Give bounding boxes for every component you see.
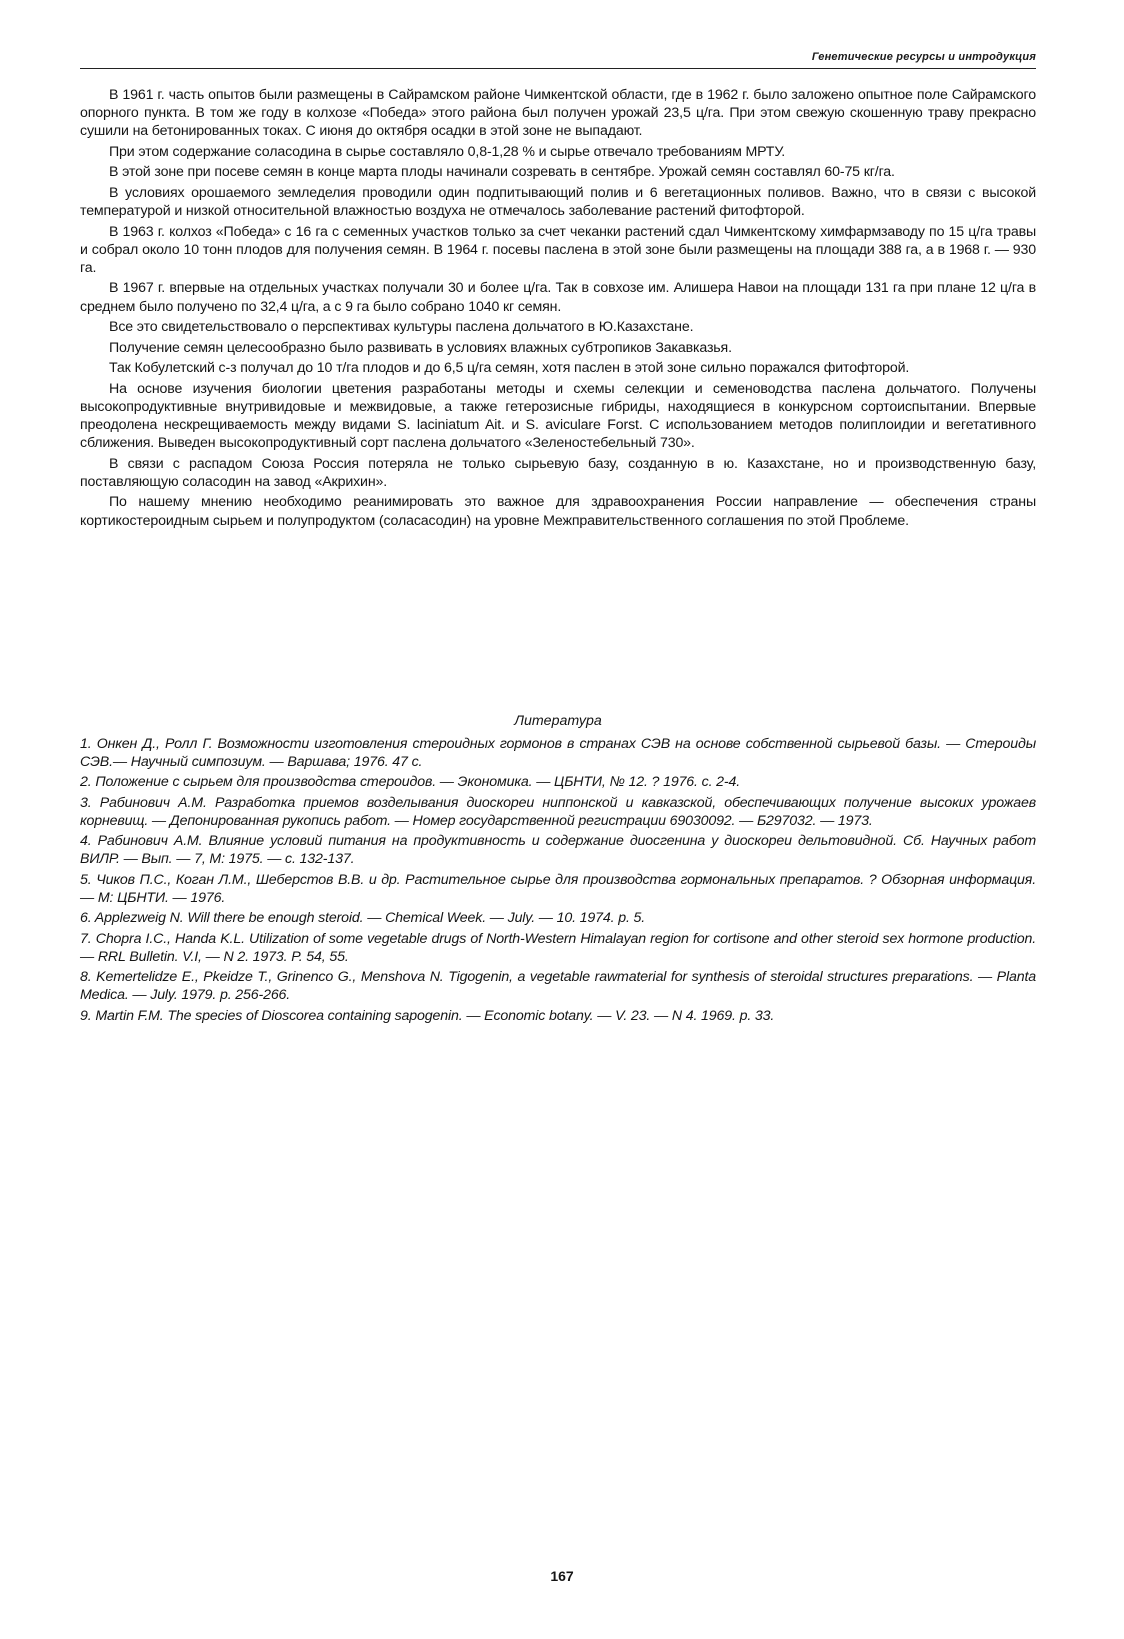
reference-item: 4. Рабинович А.М. Влияние условий питания на продуктивность и содержание диосгенина у диоскореи дельтовидной. Сб. Научных работ ВИЛР. — Вып. — 7, М: 1975. — с. 132-137. — [80, 833, 1036, 868]
references-list — [80, 735, 1036, 1027]
page-number: 167 — [550, 1568, 574, 1584]
paragraph: В связи с распадом Союза Россия потеряла не только сырьевую базу, созданную в ю. Казахстане, но и производственную базу, поставляющую соласодин на завод «Акрихин». — [80, 455, 1036, 490]
paragraph: В 1967 г. впервые на отдельных участках получали 30 и более ц/га. Так в совхозе им. Алишера Навои на площади 131 га при плане 12 ц/га в среднем было получено по 32,4 ц/га, а с 9 га было собрано 1040 кг семян. — [80, 280, 1036, 315]
paragraph: По нашему мнению необходимо реанимировать это важное для здравоохранения России направление — обеспечения страны кортикостероидным сырьем и полупродуктом (соласасодин) на уровне Межправительственного соглашения по этой Проблеме. — [80, 494, 1036, 529]
paragraph: В условиях орошаемого земледелия проводили один подпитывающий полив и 6 вегетационных поливов. Важно, что в связи с высокой температурой и низкой относительной влажностью воздуха не отмечалось заболевание растений фитофторой. — [80, 184, 1036, 220]
references-title: Литература — [514, 713, 602, 729]
paragraph: На основе изучения биологии цветения разработаны методы и схемы селекции и семеноводства паслена дольчатого. Получены высокопродуктивные внутривидовые и межвидовые, а также гетерозисные гибриды, находящиеся в конкурсном сортоиспытании. Впервые преодолена нескрещиваемость между видами S. laciniatum Ait. и S. aviculare Forst. С использованием методов полиплоидии и вегетативного сближения. Выведен высокопродуктивный сорт паслена дольчатого «Зеленостебельный 730». — [80, 380, 1036, 452]
reference-item: 5. Чиков П.С., Коган Л.М., Шеберстов В.В. и др. Растительное сырье для производства гормональных препаратов. ? Обзорная информация. — М: ЦБНТИ. — 1976. — [80, 871, 1036, 906]
running-header: Генетические ресурсы и интродукция — [811, 51, 1036, 63]
reference-item: 6. Applezweig N. Will there be enough steroid. — Chemical Week. — July. — 10. 1974. p. 5. — [80, 910, 646, 927]
body-text — [80, 86, 1036, 532]
reference-item: 9. Martin F.M. The species of Dioscorea containing sapogenin. — Economic botany. — V. 23. — N 4. 1969. p. 33. — [80, 1007, 775, 1024]
reference-item: 7. Chopra I.C., Handa K.L. Utilization of some vegetable drugs of North-Western Himalayan region for cortisone and other steroid sex hormone production. — RRL Bulletin. V.I, — N 2. 1973. P. 54, 55. — [80, 930, 1036, 965]
reference-item: 8. Kemertelidze E., Pkeidze T., Grinenco G., Menshova N. Tigogenin, a vegetable rawmaterial for synthesis of steroidal structures preparations. — Planta Medica. — July. 1979. p. 256-266. — [80, 969, 1036, 1004]
reference-item: 3. Рабинович А.М. Разработка приемов возделывания диоскореи ниппонской и кавказской, обеспечивающих получение высоких урожаев корневищ. — Депонированная рукопись работ. — Номер государственной регистрации 69030092. — Б297032. — 1973. — [80, 794, 1036, 829]
paragraph: Так Кобулетский с-з получал до 10 т/га плодов и до 6,5 ц/га семян, хотя паслен в этой зоне сильно поражался фитофторой. — [109, 360, 910, 377]
paragraph: В этой зоне при посеве семян в конце марта плоды начинали созревать в сентябре. Урожай семян составлял 60-75 кг/га. — [109, 164, 895, 181]
paragraph: При этом содержание соласодина в сырье составляло 0,8-1,28 % и сырье отвечало требованиям МРТУ. — [109, 143, 786, 160]
header-rule — [80, 68, 1036, 69]
reference-item: 1. Онкен Д., Ролл Г. Возможности изготовления стероидных гормонов в странах СЭВ на основе собственной сырьевой базы. — Стероиды СЭВ.— Научный симпозиум. — Варшава; 1976. 47 с. — [80, 736, 1036, 771]
reference-item: 2. Положение с сырьем для производства стероидов. — Экономика. — ЦБНТИ, № 12. ? 1976. с. 2-4. — [80, 774, 741, 791]
paragraph: Получение семян целесообразно было развивать в условиях влажных субтропиков Закавказья. — [109, 339, 732, 356]
paragraph: В 1963 г. колхоз «Победа» с 16 га с семенных участков только за счет чеканки растений сдал Чимкентскому химфармзаводу по 15 ц/га травы и собрал около 10 тонн плодов для получения семян. В 1964 г. посевы паслена в этой зоне были размещены на площади 388 га, а в 1968 г. — 930 га. — [80, 223, 1036, 276]
paragraph: Все это свидетельствовало о перспективах культуры паслена дольчатого в Ю.Казахстане. — [109, 319, 694, 336]
paragraph: В 1961 г. часть опытов были размещены в Сайрамском районе Чимкентской области, где в 1962 г. было заложено опытное поле Сайрамского опорного пункта. В том же году в колхозе «Победа» этого района был получен урожай 23,5 ц/га. При этом свежую скошенную траву прекрасно сушили на бетонированных токах. С июня до октября осадки в этой зоне не выпадают. — [80, 87, 1036, 140]
